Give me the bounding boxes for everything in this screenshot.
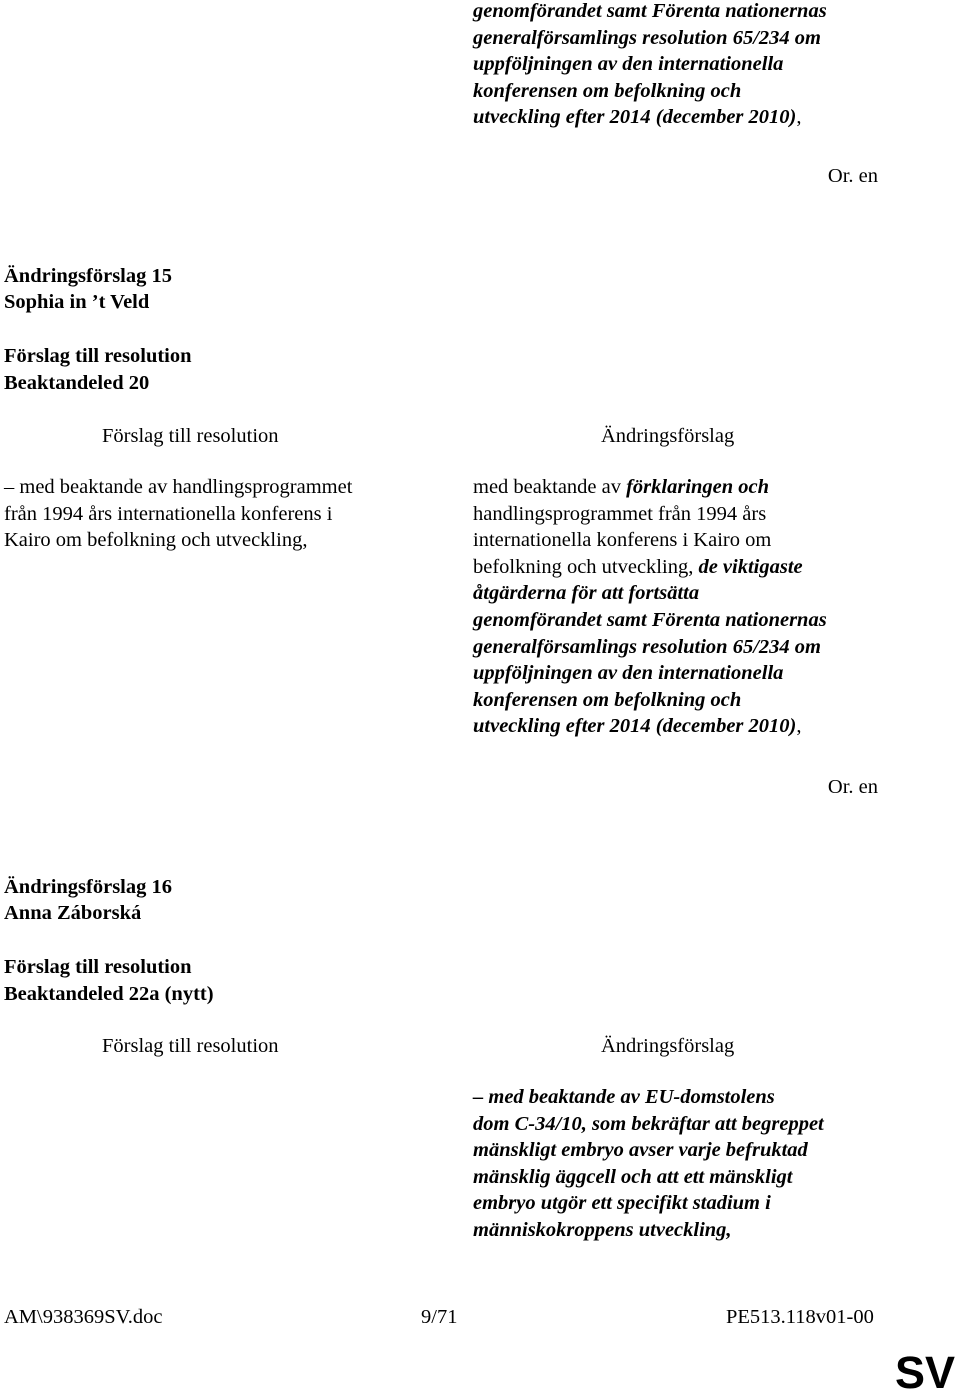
text-line: konferensen om befolkning och xyxy=(473,79,742,102)
text-line: dom C-34/10, som bekräftar att begreppet xyxy=(473,1112,824,1135)
amendment-author: Anna Záborská xyxy=(4,902,142,924)
amendment-location: Beaktandeled 20 xyxy=(4,372,150,394)
amended-text xyxy=(473,474,827,740)
text-line: utveckling efter 2014 (december 2010), xyxy=(473,106,802,129)
amendment-location: Beaktandeled 22a (nytt) xyxy=(4,983,214,1005)
document-type: Förslag till resolution xyxy=(4,345,192,367)
text-line: Kairo om befolkning och utveckling, xyxy=(4,529,308,552)
text-line: människokroppens utveckling, xyxy=(473,1218,732,1241)
column-header-original: Förslag till resolution xyxy=(102,1035,279,1057)
document-type: Förslag till resolution xyxy=(4,956,192,978)
text-line: uppföljningen av den internationella xyxy=(473,53,784,76)
text-line: internationella konferens i Kairo om xyxy=(473,529,772,552)
footer-pe-reference: PE513.118v01-00 xyxy=(726,1306,874,1328)
footer-doc-reference: AM\938369SV.doc xyxy=(4,1306,163,1328)
column-header-amendment: Ändringsförslag xyxy=(601,1035,735,1057)
text-line: uppföljningen av den internationella xyxy=(473,662,784,685)
text-line: generalförsamlings resolution 65/234 om xyxy=(473,26,821,49)
text-line: generalförsamlings resolution 65/234 om xyxy=(473,635,821,658)
text-line: mänskligt embryo avser varje befruktad xyxy=(473,1139,808,1162)
text-line: mänsklig äggcell och att ett mänskligt xyxy=(473,1165,793,1188)
amendment-author: Sophia in ’t Veld xyxy=(4,291,150,313)
original-language-label: Or. en xyxy=(827,165,878,187)
text-line: från 1994 års internationella konferens i xyxy=(4,502,333,525)
footer-language-code: SV xyxy=(895,1347,956,1398)
text-line: genomförandet samt Förenta nationernas xyxy=(473,608,827,631)
text-line: åtgärderna för att fortsätta xyxy=(473,582,700,605)
text-line: konferensen om befolkning och xyxy=(473,688,742,711)
text-line: utveckling efter 2014 (december 2010), xyxy=(473,715,802,738)
text-line: handlingsprogrammet från 1994 års xyxy=(473,502,767,525)
top-continuation xyxy=(473,0,827,131)
text-line: – med beaktande av EU-domstolens xyxy=(473,1086,775,1108)
text-line: genomförandet samt Förenta nationernas xyxy=(473,0,827,22)
column-header-amendment: Ändringsförslag xyxy=(601,425,735,447)
original-language-label: Or. en xyxy=(827,776,878,798)
text-line: med beaktande av förklaringen och xyxy=(473,476,770,498)
column-header-original: Förslag till resolution xyxy=(102,425,279,447)
original-text xyxy=(4,474,352,554)
amended-text xyxy=(473,1084,824,1244)
text-line: – med beaktande av handlingsprogrammet xyxy=(4,476,353,498)
amendment-title: Ändringsförslag 15 xyxy=(4,265,173,287)
text-line: befolkning och utveckling, de viktigaste xyxy=(473,555,803,578)
text-line: embryo utgör ett specifikt stadium i xyxy=(473,1192,771,1215)
amendment-title: Ändringsförslag 16 xyxy=(4,876,173,898)
footer-page-number: 9/71 xyxy=(421,1306,458,1328)
